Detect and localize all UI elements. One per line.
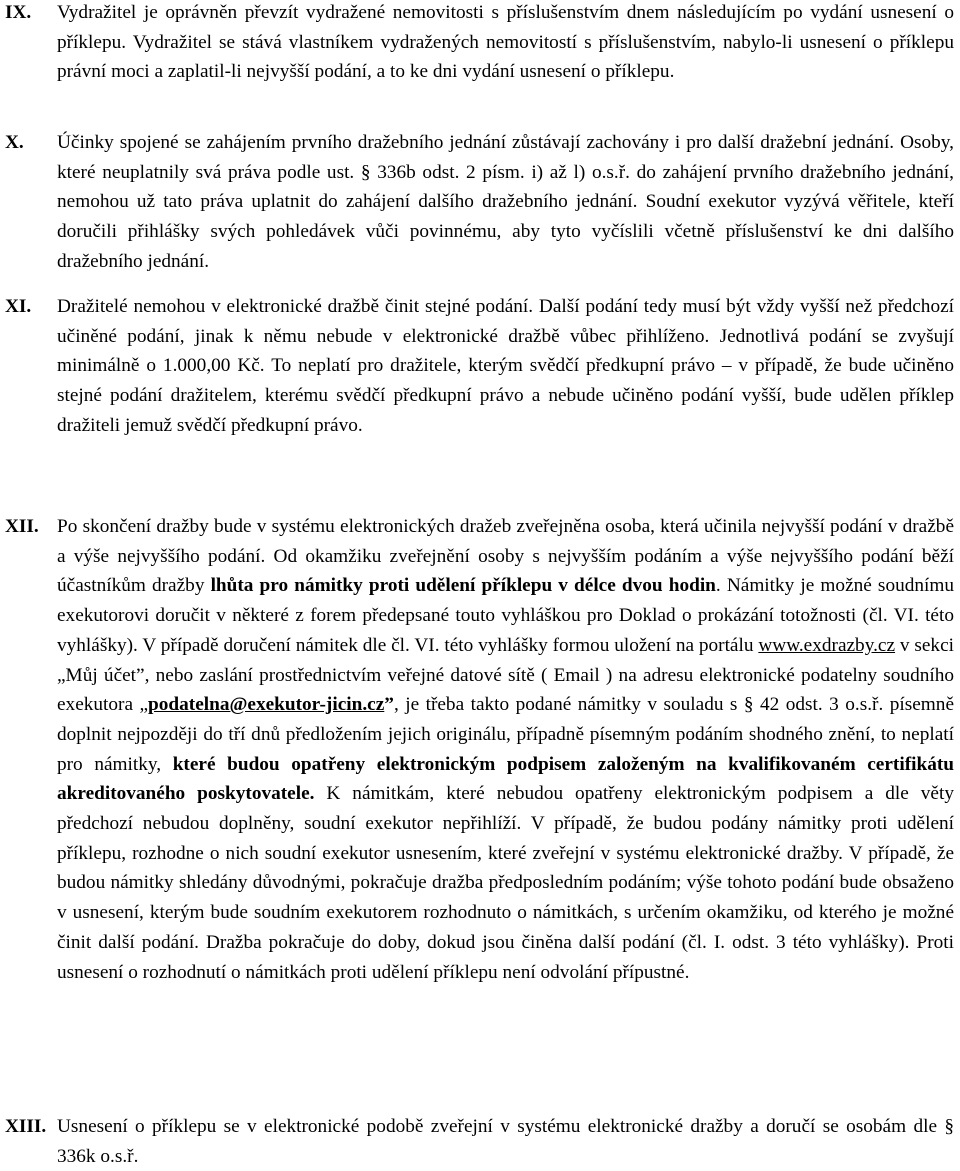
- section-text: [57, 1112, 954, 1171]
- email-link[interactable]: podatelna@exekutor-jicin.cz: [148, 694, 385, 716]
- section-number: XIII.: [5, 1116, 47, 1137]
- bold-text: ”: [384, 694, 394, 716]
- text-run: Po skončení dražby bude v systému elektronických dražeb zveřejněna osoba, která učinila nejvyšší podání v dražbě a výše nejvyššího podání. Od okamžiku zveřejnění osoby s nejvyšším podáním a výše nejvyššího podání běží účastníkům dražby: [57, 516, 954, 597]
- text-run: v sekci „Můj účet”, nebo zaslání prostřednictvím veřejné datové sítě ( Email ) na adresu elektronické podatelny soudního exekutora „: [57, 634, 954, 716]
- section-text: [57, 0, 954, 87]
- portal-link[interactable]: www.exdrazby.cz: [758, 634, 896, 656]
- text-run: , je třeba takto podané námitky v souladu s § 42 odst. 3 o.s.ř. písemně doplnit nejpozději do tří dnů předložením jejich originálu, případně písemným podáním shodného znění, to neplatí pro námitky,: [57, 694, 954, 775]
- text-run: . Námitky je možné soudnímu exekutorovi doručit v některé z forem předepsané touto vyhláškou pro Doklad o prokázání totožnosti (čl. VI. této vyhlášky). V případě doručení námitek dle čl. VI. této vyhlášky formou uložení na portálu: [57, 575, 954, 656]
- bold-text: které budou opatřeny elektronickým podpisem založeným na kvalifikovaném certifikátu akreditovaného poskytovatele.: [57, 753, 954, 805]
- section-number: IX.: [5, 2, 32, 23]
- section-text: [57, 512, 954, 987]
- text-run: K námitkám, které nebudou opatřeny elektronickým podpisem a dle věty předchozí nebudou doplněny, soudní exekutor nepřihlíží. V případě, že budou podány námitky proti udělení příklepu, rozhodne o nich soudní exekutor usnesením, které zveřejní v systému elektronické dražby. V případě, že budou námitky shledány důvodnými, pokračuje dražba předposledním podáním; výše tohoto podání bude obsaženo v usnesení, kterým bude soudním exekutorem rozhodnuto o námitkách, s určením okamžiku, od kterého je možné činit další podání. Dražba pokračuje do doby, dokud jsou činěna další podání (čl. I. odst. 3 této vyhlášky). Proti usnesení o rozhodnutí o námitkách proti udělení příklepu není odvolání přípustné.: [57, 783, 954, 983]
- section-number: XII.: [5, 516, 39, 537]
- section-text: [57, 292, 954, 441]
- text-run: Účinky spojené se zahájením prvního dražebního jednání zůstávají zachovány i pro další dražební jednání. Osoby, které neuplatnily svá práva podle ust. § 336b odst. 2 písm. i) až l) o.s.ř. do zahájení prvního dražebního jednání, nemohou už tato práva uplatnit do zahájení dalšího dražebního jednání. Soudní exekutor vyzývá věřitele, kteří doručili přihlášky svých pohledávek vůči povinnému, aby tyto vyčíslili včetně příslušenství ke dni dalšího dražebního jednání.: [57, 132, 954, 272]
- text-run: Usnesení o příklepu se v elektronické podobě zveřejní v systému elektronické dražby a doručí se osobám dle § 336k o.s.ř.: [57, 1116, 954, 1167]
- bold-text: lhůta pro námitky proti udělení příklepu v délce dvou hodin: [210, 575, 716, 597]
- text-run: Dražitelé nemohou v elektronické dražbě činit stejné podání. Další podání tedy musí být vždy vyšší než předchozí učiněné podání, jinak k němu nebude v elektronické dražbě vůbec přihlíženo. Jednotlivá podání se zvyšují minimálně o 1.000,00 Kč. To neplatí pro dražitele, kterým svědčí předkupní právo – v případě, že bude učiněno stejné podání dražitelem, kterému svědčí předkupní právo a nebude učiněno podání vyšší, bude udělen příklep dražiteli jemuž svědčí předkupní právo.: [57, 296, 954, 436]
- section-number: XI.: [5, 296, 32, 317]
- text-run: Vydražitel je oprávněn převzít vydražené nemovitosti s příslušenstvím dnem následujícím po vydání usnesení o příklepu. Vydražitel se stává vlastníkem vydražených nemovitostí s příslušenstvím, nabylo-li usnesení o příklepu právní moci a zaplatil-li nejvyšší podání, a to ke dni vydání usnesení o příklepu.: [57, 2, 954, 83]
- section-text: [57, 128, 954, 277]
- section-number: X.: [5, 132, 24, 153]
